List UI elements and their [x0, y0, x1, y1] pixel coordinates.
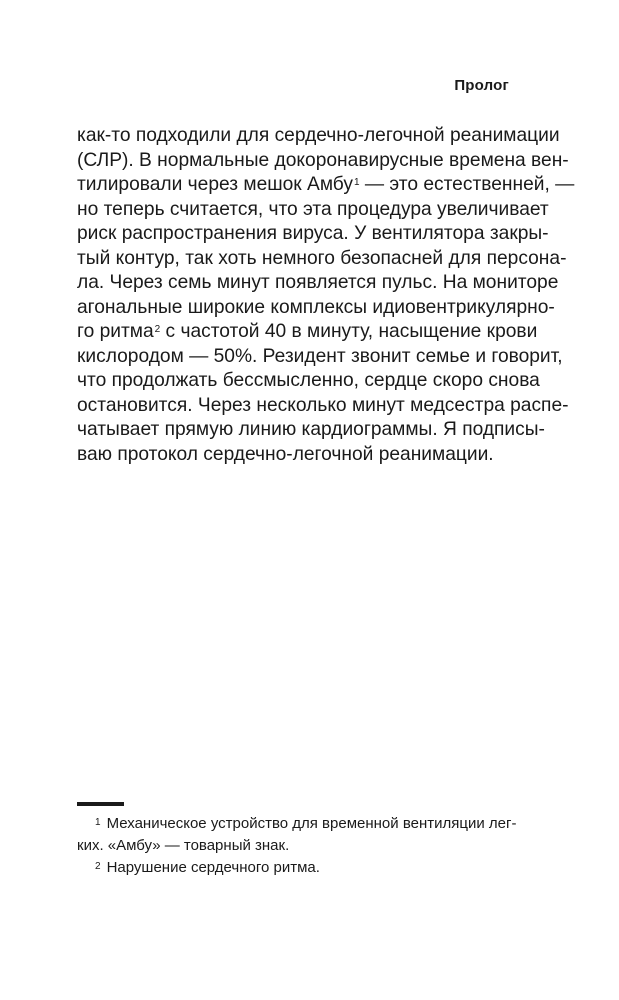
footnote-1-continued: ких. «Амбу» — товарный знак.	[77, 837, 290, 854]
running-head: Пролог	[454, 77, 509, 94]
text-line: остановится. Через несколько минут медсестра распе-	[77, 394, 569, 416]
footnote-ref-1: 1	[353, 177, 360, 188]
text-line: агональные широкие комплексы идиовентрикулярно-	[77, 296, 555, 318]
text-line: чатывает прямую линию кардиограммы. Я подписы-	[77, 419, 545, 440]
footnote-number-1: 1	[95, 817, 101, 828]
text-line	[77, 173, 575, 198]
text-line	[77, 320, 538, 345]
footnote-text: Нарушение сердечного ритма.	[106, 859, 320, 876]
text-line: ла. Через семь минут появляется пульс. На мониторе	[77, 272, 559, 293]
body-paragraph	[77, 124, 575, 467]
text-line: ваю протокол сердечно-легочной реанимации.	[77, 443, 494, 465]
text-line: как-то подходили для сердечно-легочной реанимации	[77, 125, 560, 146]
text-line: кислородом — 50%. Резидент звонит семье и говорит,	[77, 345, 563, 367]
text-line: что продолжать бессмысленно, сердце скоро снова	[77, 370, 540, 391]
text-line: (СЛР). В нормальные докоронавирусные времена вен-	[77, 149, 569, 171]
footnotes	[77, 813, 517, 879]
text-line: риск распространения вируса. У вентилятора закры-	[77, 223, 549, 244]
text-segment: — это естественней, —	[364, 174, 575, 195]
text-segment: тилировали через мешок Амбу	[77, 174, 353, 195]
text-line: но теперь считается, что эта процедура увеличивает	[77, 198, 549, 220]
footnote-1	[77, 813, 517, 835]
footnote-divider	[77, 802, 124, 806]
text-line: тый контур, так хоть немного безопасней для персона-	[77, 247, 567, 269]
text-segment: го ритма	[77, 321, 154, 342]
text-segment: с частотой 40 в минуту, насыщение крови	[165, 321, 538, 342]
footnote-number-2: 2	[95, 861, 101, 872]
footnote-2	[77, 857, 510, 879]
footnote-ref-2: 2	[154, 324, 161, 335]
footnote-text: Механическое устройство для временной вентиляции лег-	[106, 815, 517, 832]
